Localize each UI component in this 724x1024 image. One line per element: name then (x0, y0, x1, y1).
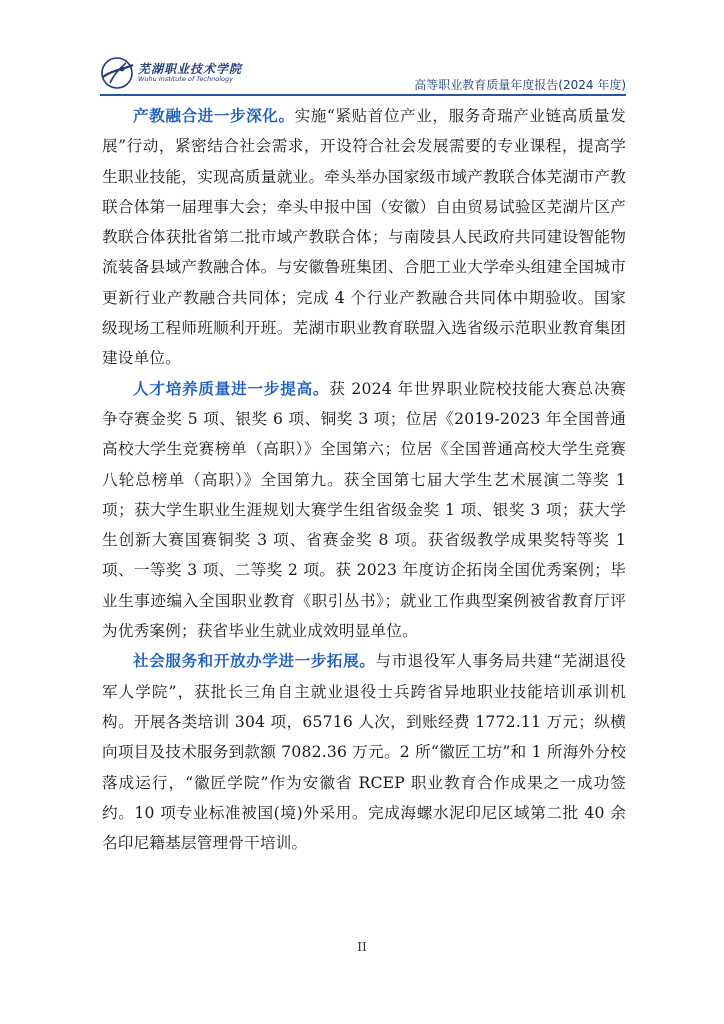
college-logo (100, 56, 242, 90)
paragraph-industry-education (102, 101, 626, 374)
paragraph-heading: 社会服务和开放办学进一步拓展。 (133, 651, 376, 671)
paragraph-heading: 产教融合进一步深化。 (133, 106, 295, 125)
paragraph-social-service (102, 646, 626, 858)
paragraph-heading: 人才培养质量进一步提高。 (133, 378, 330, 398)
header-divider (100, 94, 626, 96)
college-emblem-icon (100, 56, 134, 90)
page-header (100, 56, 626, 94)
page-number: II (357, 940, 367, 954)
paragraph-talent-quality (102, 374, 626, 647)
report-title: 高等职业教育质量年度报告(2024 年度) (414, 78, 626, 92)
college-name-cn: 芜湖职业技术学院 (138, 61, 243, 76)
paragraph-text: 获 2024 年世界职业院校技能大赛总决赛争夺赛金奖 5 项、银奖 6 项、铜奖 3 项；位居《2019-2023 年全国普通高校大学生竞赛榜单（高职）》全国第六；位居《全国普通高校大学生竞赛八轮总榜单（高职）》全国第九。获全国第七届大学生艺术展演二等奖 1 项；获大学生职业生涯规划大赛学生组省级金奖 1 项、银奖 3 项；获大学生创新大赛国赛铜奖 3 项、省赛金奖 8 项。获省级教学成果奖特等奖 1 项、一等奖 3 项、二等奖 2 项。获 2023 年度访企拓岗全国优秀案例；毕业生事迹编入全国职业教育《职引丛书》；就业工作典型案例被省教育厅评为优秀案例；获省毕业生就业成效明显单位。 (102, 379, 626, 641)
college-name-en: Wuhu Institute of Technology (138, 75, 233, 84)
body-content (102, 101, 626, 858)
paragraph-text: 与市退役军人事务局共建“芜湖退役军人学院”，获批长三角自主就业退役士兵跨省异地职业技能培训承训机构。开展各类培训 304 项，65716 人次，到账经费 1772.11 万元；纵横向项目及技术服务到款额 7082.36 万元。2 所“徽匠工坊”和 1 所海外分校落成运行，“徽匠学院”作为安徽省 RCEP 职业教育合作成果之一成功签约。10 项专业标准被国(境)外采用。完成海螺水泥印尼区域第二批 40 余名印尼籍基层管理骨干培训。 (102, 652, 626, 853)
paragraph-text: 实施“紧贴首位产业，服务奇瑞产业链高质量发展”行动，紧密结合社会需求，开设符合社会发展需要的专业课程，提高学生职业技能，实现高质量就业。牵头举办国家级市域产教联合体芜湖市产教联合体第一届理事大会；牵头申报中国（安徽）自由贸易试验区芜湖片区产教联合体获批省第二批市域产教联合体；与南陵县人民政府共同建设智能物流装备县域产教融合体。与安徽鲁班集团、合肥工业大学牵头组建全国城市更新行业产教融合共同体；完成 4 个行业产教融合共同体中期验收。国家级现场工程师班顺利开班。芜湖市职业教育联盟入选省级示范职业教育集团建设单位。 (102, 107, 626, 368)
